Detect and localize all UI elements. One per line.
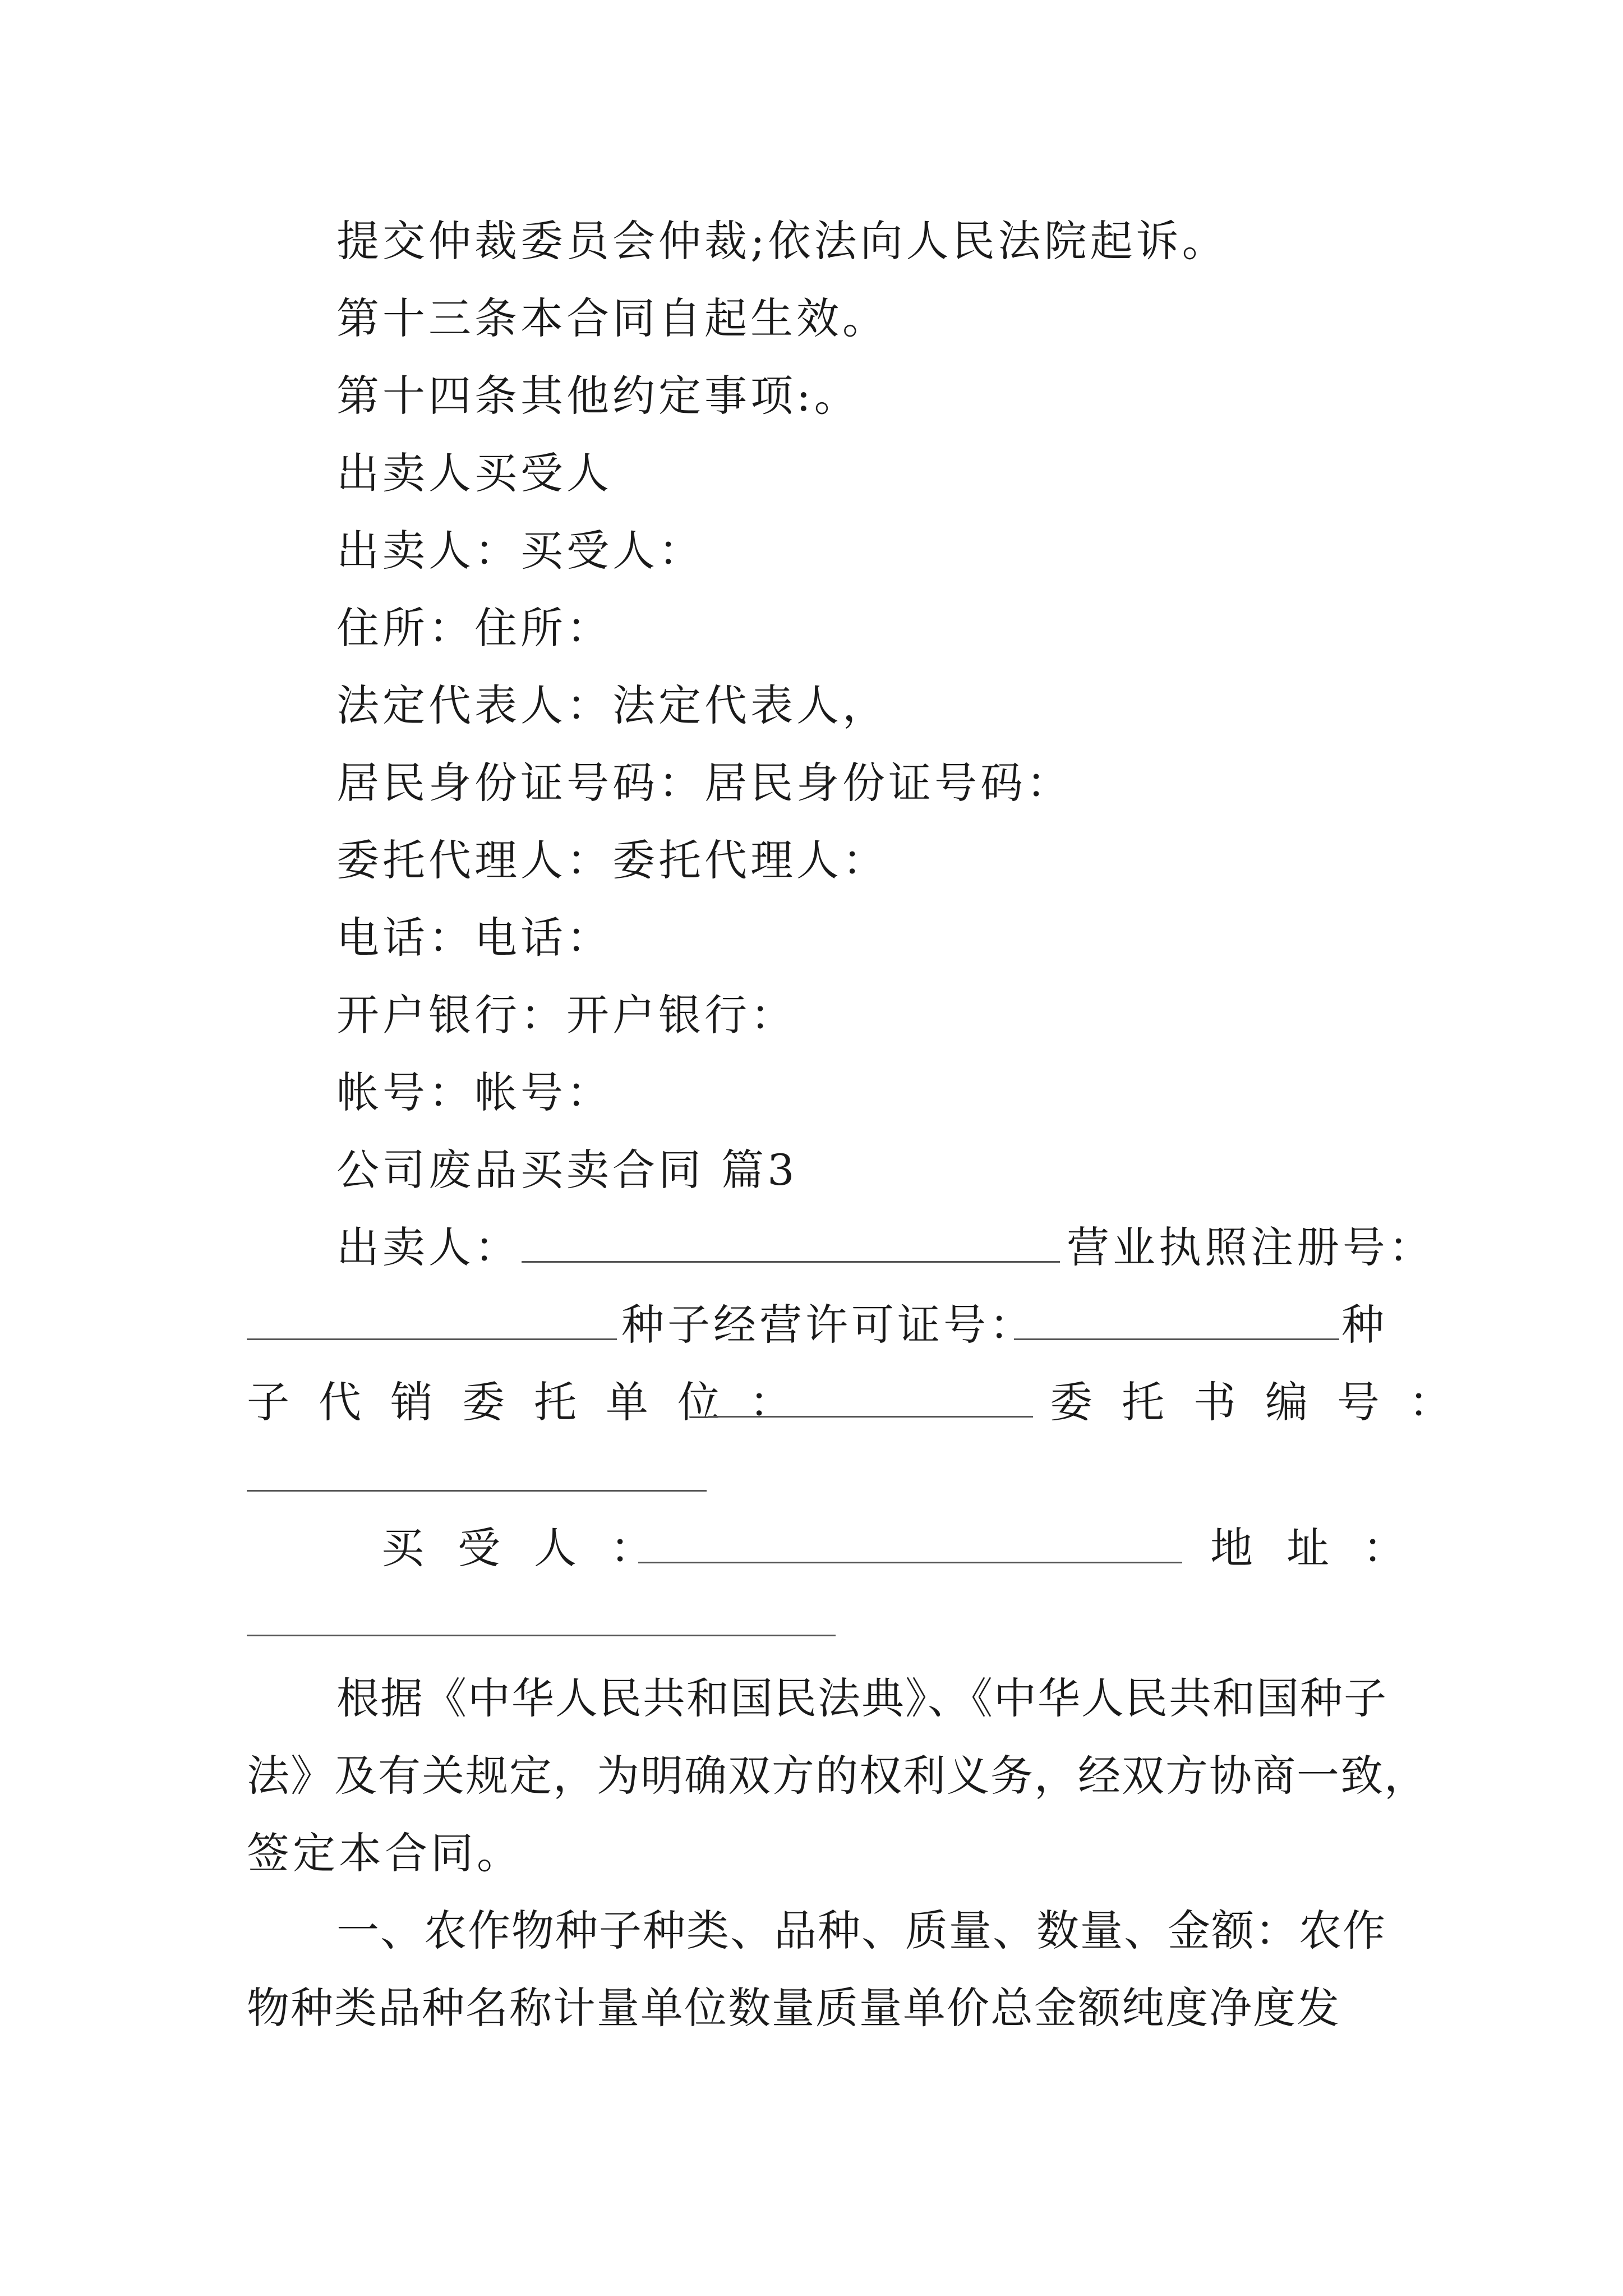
address-blank (247, 1635, 836, 1636)
text-line: 开户银行：开户银行： (336, 990, 796, 1040)
buyer-blank (638, 1562, 1182, 1563)
paragraph-line: 签定本合同。 (247, 1828, 523, 1878)
seed-tail: 种 (1341, 1300, 1387, 1350)
text-line: 委托代理人：委托代理人： (336, 835, 888, 885)
text-line: 电话：电话： (336, 913, 612, 963)
agent-unit-label: 子代销委托单位： (247, 1377, 821, 1427)
text-line: 住所：住所： (336, 603, 612, 653)
seller-label: 出卖人： (336, 1222, 520, 1272)
agent-unit-blank (708, 1416, 1033, 1418)
entrust-no-label: 委托书编号： (1050, 1377, 1481, 1427)
paragraph-line: 一、农作物种子种类、品种、质量、数量、金额：农作 (336, 1906, 1386, 1955)
text-line: 提交仲裁委员会仲裁;依法向人民法院起诉。 (336, 216, 1228, 266)
paragraph-line: 根据《中华人民共和国民法典》、《中华人民共和国种子 (336, 1673, 1387, 1723)
seed-permit-blank (1014, 1338, 1339, 1340)
license-blank (247, 1338, 617, 1340)
text-line: 法定代表人：法定代表人， (336, 680, 888, 730)
text-line: 出卖人买受人 (336, 448, 612, 498)
text-line: 第十三条本合同自起生效。 (336, 293, 888, 343)
text-line: 居民身份证号码：居民身份证号码： (336, 758, 1072, 808)
seller-blank (522, 1261, 1060, 1263)
text-line: 第十四条其他约定事项:。 (336, 371, 860, 421)
section-heading: 公司废品买卖合同 篇3 (336, 1145, 798, 1195)
text-line: 帐号：帐号： (336, 1068, 612, 1117)
entrust-no-blank (247, 1490, 707, 1492)
seed-permit-label: 种子经营许可证号： (621, 1300, 1035, 1350)
paragraph-line: 物种类品种名称计量单位数量质量单价总金额纯度净度发 (247, 1983, 1340, 2033)
license-label: 营业执照注册号： (1067, 1222, 1435, 1272)
buyer-label: 买受人： (381, 1523, 686, 1573)
address-label: 地址： (1210, 1523, 1439, 1573)
paragraph-line: 法》及有关规定，为明确双方的权利义务，经双方协商一致， (247, 1751, 1428, 1801)
text-line: 出卖人：买受人： (336, 526, 704, 576)
